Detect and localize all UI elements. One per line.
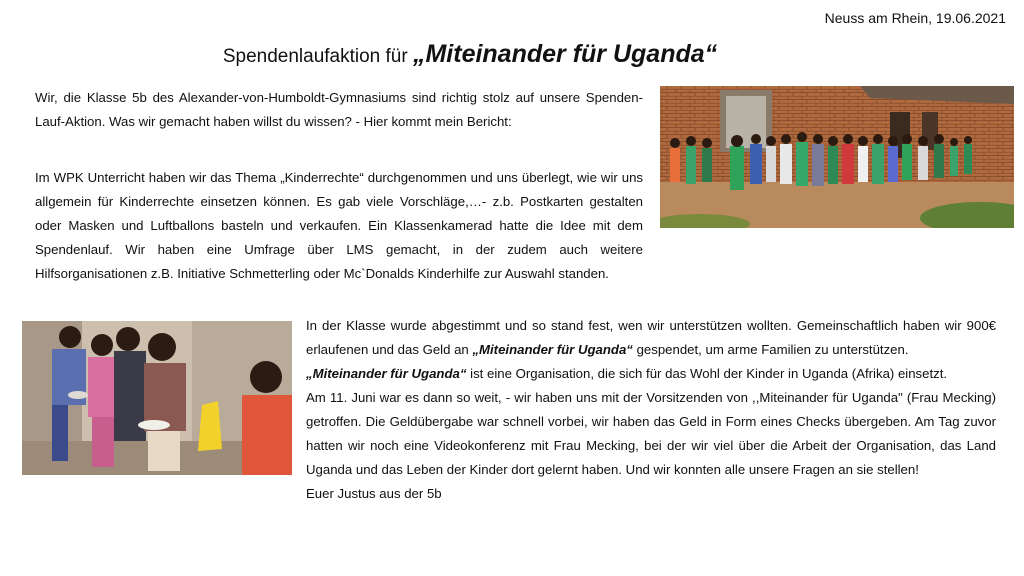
organization-line [306, 362, 996, 386]
organization-description: ist eine Organisation, die sich für das Wohl der Kinder in Uganda (Afrika) einsetzt. [466, 366, 948, 381]
children-bowls-photo [22, 321, 292, 475]
title-organization: „Miteinander für Uganda“ [412, 40, 718, 68]
signature: Euer Justus aus der 5b [306, 486, 442, 501]
title-prefix: Spendenlaufaktion für [222, 46, 413, 67]
meeting-text: Am 11. Juni war es dann so weit, - wir haben uns mit der Vorsitzenden von ,,Miteinander für Uganda" (Frau Mecking) getroffen. Die Geldübergabe war schnell vorbei, wir haben das Geld in Form eines Checks übergeben. Am Tag zuvor hatten wir noch eine Videokonferenz mit Frau Mecking, bei der wir viel über die Arbeit der Organisation, das Land Uganda und das Leben der Kinder dort gelernt haben. Und wir konnten alle unsere Fragen an sie stellen! [306, 390, 996, 477]
organization-name: „Miteinander für Uganda“ [306, 366, 467, 381]
donation-paragraph [306, 314, 996, 506]
page-title [0, 40, 940, 69]
organization-name: „Miteinander für Uganda“ [472, 342, 633, 357]
intro-paragraph: Wir, die Klasse 5b des Alexander-von-Humboldt-Gymnasiums sind richtig stolz auf unsere Spenden-Lauf-Aktion. Was wir gemacht haben willst du wissen? - Hier kommt mein Bericht: [35, 90, 643, 129]
donation-text-1: In der Klasse wurde abgestimmt und so stand fest, wen wir unterstützen wollten. Gemeinschaftlich haben wir 900€ erlaufenen und das Geld an [306, 318, 996, 357]
date-line: Neuss am Rhein, 19.06.2021 [824, 10, 1006, 26]
kinderrechte-paragraph: Im WPK Unterricht haben wir das Thema „Kinderrechte“ durchgenommen und uns überlegt, wie wir uns allgemein für Kinderrechte einsetzen können. Es gab viele Vorschläge,…- z.b. Postkarten gestalten oder Masken und Luftballons basteln und verkaufen. Ein Klassenkamerad hatte die Idee mit dem Spendenlauf. Wir haben eine Umfrage über LMS gemacht, in der zudem auch weitere Hilfsorganisationen z.B. Initiative Schmetterling oder Mc`Donalds Kinderhilfe zur Auswahl standen. [35, 170, 643, 281]
donation-text-2: gespendet, um arme Familien zu unterstützen. [632, 342, 909, 357]
children-group-photo [660, 86, 1014, 228]
